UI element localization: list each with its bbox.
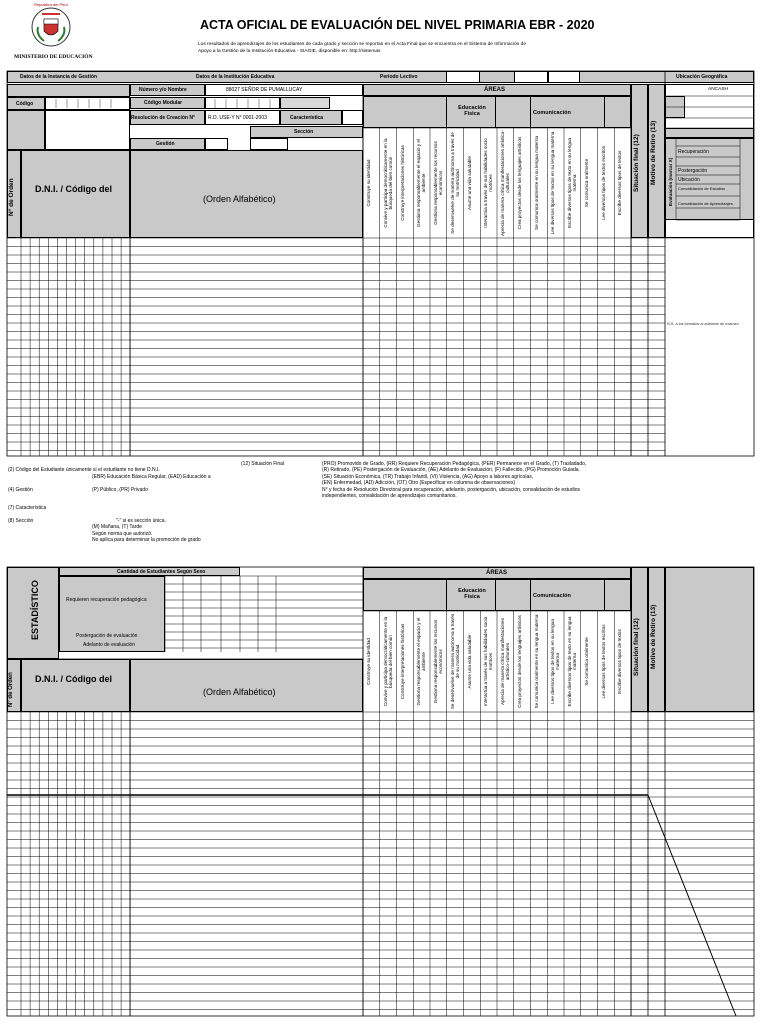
numero-label: Número y/o Nombre [139, 87, 187, 93]
note-12-line-3: (SE) Situación Económica, (TR) Trabajo Infantil, (VI) Violencia, (AG) Apoyo a labores agrícolas, [322, 474, 534, 480]
region-value: ANCASH [708, 87, 728, 92]
note-4-value: (P) Público, (PR) Privado [92, 487, 148, 493]
competency-label: Se comunica oralmente en su lengua materna [533, 614, 539, 709]
side-item-recuperacion: Recuperación [678, 149, 709, 155]
note-8-b: (M) Mañana, (T) Tarde [92, 524, 142, 530]
comunicacion-label-1: Comunicación [533, 110, 571, 116]
seccion-label: Sección [294, 129, 314, 135]
competency-label: Se comunica oralmente en su lengua materna [533, 136, 539, 230]
stats-header: Cantidad de Estudiantes Según Sexo [117, 569, 206, 575]
side-item-postergacion: Postergación [678, 168, 708, 174]
situacion-header-1: Situación final (12) [633, 134, 640, 192]
competency-label: Lee diversos tipos de textos en su lengua materna [550, 619, 561, 704]
dni-header-2: D.N.I. / Código del [35, 674, 112, 684]
areas-title: ÁREAS [484, 87, 506, 93]
note-8-c: Según norma que autorizó. [92, 531, 153, 537]
codigo-label: Código [16, 101, 34, 107]
competency-label: Convive y participa democráticamente en la búsqueda del bien común [382, 616, 393, 707]
competency-label: Escribe diversos tipos de textos [617, 150, 623, 216]
competency-label: Interactúa a través de sus habilidades socio motrices [483, 616, 494, 707]
competency-label: Interactúa a través de sus habilidades socio motrices [483, 138, 494, 228]
edfisica-label-1: Educación Física [458, 105, 486, 117]
codigo-modular-label: Código Modular [144, 100, 183, 106]
competency-label: Se comunica oralmente [583, 158, 589, 208]
ubicacion-label: Ubicación Geográfica [676, 74, 728, 80]
competency-label: Lee diversos tipos de textos en su lengua materna [550, 131, 556, 235]
competency-label: Se desenvuelve de manera autónoma a través de su motricidad [449, 613, 460, 710]
note-4-label: (4) Gestión [8, 487, 33, 493]
side-panel-note: N.S. a los formatos al adelanto de examen [667, 322, 739, 326]
note-12-line-1: (PRO) Promovido de Grado, (RR) Requiere Recuperación Pedagógica, (PER) Permanece en el Grado, (T) Trasladado, [322, 461, 587, 467]
areas-title-2: ÁREAS [486, 570, 508, 576]
note-12-line-6: independientes, convalidación de aprendizajes comunitarios. [322, 493, 457, 499]
diagonal-cancel-line [648, 795, 736, 1016]
note-8-label: (8) Sección [8, 518, 34, 524]
competency-label: Se desenvuelve de manera autónoma a través de su motricidad [449, 132, 460, 234]
periodo-label: Periodo Lectivo [380, 74, 418, 80]
nombre-header-2: (Orden Alfabético) [203, 687, 276, 697]
numero-value: 88027 SEÑOR DE PUMALLUCAY [226, 87, 303, 93]
stats-row-adelanto: Adelanto de evaluación [83, 642, 135, 648]
note-12-label: (12) Situación Final [241, 461, 285, 467]
note-12-line-5: N° y fecha de Resolución Directoral para recuperación, adelanto, postergación, ubicación, convalidación de estudios [322, 487, 580, 493]
note-8-d: No aplica para determinar la promoción de grado [92, 537, 201, 543]
competency-label: Asume una vida saludable [466, 634, 472, 689]
competency-label: Se comunica oralmente [583, 637, 589, 686]
caracteristica-label: Característica [290, 115, 324, 121]
note-3: (EBR) Educación Básica Regular, (EAD) Educación a [92, 474, 211, 480]
competency-label: Asume una vida saludable [466, 156, 472, 210]
edfisica-label-2: Educación Física [458, 588, 486, 600]
dni-header-cell-2 [21, 659, 130, 712]
gestion-label: Gestión [156, 141, 175, 147]
right-gray-2 [665, 567, 754, 712]
competency-label: Escribe diversos tipos de texto en su lengua materna [567, 616, 577, 707]
stats-row-block [59, 576, 165, 652]
subtitle-line2: Apoyo a la Gestión de la Institución Educativa - SIAGIE, disponible en: http://sistemas [198, 49, 381, 54]
competency-label: Gestiona responsablemente el espacio y el ambiente [416, 139, 427, 227]
competency-label: Gestiona responsablemente los recursos económicos [433, 141, 443, 225]
institucion-label: Datos de la Institución Educativa [196, 74, 275, 80]
competency-label: Lee diversos tipos de textos escritos [600, 145, 606, 221]
competency-label: Escribe diversos tipos de texto en su lengua materna [567, 138, 577, 228]
subtitle-line1: Los resultados de aprendizajes de los estudiantes de cada grado y sección se reportan en el Acta Final que se encuentra en el Sistema de Información de [198, 42, 526, 47]
competency-label: Convive y participa democráticamente en la búsqueda del bien común [382, 138, 393, 228]
orden-header-2: N° de Orden [8, 672, 14, 707]
competency-label: Aprecia de manera crítica manifestaciones artístico-culturales [500, 130, 510, 236]
competency-label: Construye su identidad [366, 638, 371, 685]
competency-label: Crea proyectos desde los lenguajes artísticos [516, 615, 522, 708]
note-2: (2) Código del Estudiante únicamente si el estudiante no tiene D.N.I. [8, 467, 160, 473]
stats-row-recuperacion: Requieren recuperación pedagógica [66, 597, 147, 603]
side-item-conv-estudios: Convalidación de Estudios [678, 186, 726, 191]
note-7: (7) Característica [8, 505, 47, 511]
competency-label: Construye su identidad [366, 159, 371, 207]
nombre-header-cell-2 [130, 659, 363, 712]
stats-title: ESTADÍSTICO [30, 580, 40, 640]
competency-label: Construye interpretaciones históricas [399, 623, 405, 700]
note-8-a: "-" si es sección única. [116, 518, 166, 524]
note-12-line-2: (R) Retirado, (PE) Postergación de Evaluación, (AE) Adelanto de Evaluación, (F) Fallecido, (PG) Promoción Guiada. [322, 467, 580, 473]
resolucion-value: R.D. USE-Y N° 0001-2003 [208, 115, 267, 121]
dni-header: D.N.I. / Código del [35, 184, 112, 194]
stats-row-postergacion: Postergación de evaluación [76, 633, 138, 639]
ministry-name: MINISTERIO DE EDUCACIÓN [14, 54, 93, 60]
resolucion-label: Resolución de Creación N° [131, 115, 195, 121]
competency-label: Lee diversos tipos de textos escritos [600, 624, 606, 699]
evaluacion-label: Evaluación (marcar X) [668, 157, 673, 206]
competency-label: Gestiona responsablemente los recursos económicos [433, 619, 443, 704]
document-title: ACTA OFICIAL DE EVALUACIÓN DEL NIVEL PRIMARIA EBR - 2020 [200, 18, 595, 32]
competency-label: Aprecia de manera crítica manifestaciones artístico-culturales [500, 618, 510, 705]
side-item-ubicacion: Ubicación [678, 177, 700, 183]
competency-label: Gestiona responsablemente el espacio y el ambiente [416, 617, 427, 706]
side-item-conv-aprendizajes: Convalidación de Aprendizajes [678, 201, 733, 206]
motivo-header-2: Motivo de Retiro (13) [650, 604, 657, 669]
competency-label: Crea proyectos desde los lenguajes artísticos [516, 136, 522, 230]
comunicacion-label-2: Comunicación [533, 593, 571, 599]
orden-header: N° de Orden [8, 178, 15, 216]
instancia-label: Datos de la Instancia de Gestión [20, 74, 97, 80]
motivo-header-1: Motivo de Retiro (13) [650, 120, 657, 185]
situacion-header-2: Situación final (12) [633, 618, 640, 676]
nombre-header: (Orden Alfabético) [203, 194, 276, 204]
competency-label: Construye interpretaciones históricas [399, 145, 405, 221]
note-12-line-4: (EN) Enfermedad, (AD) Adicción, (OT) Otro (Especificar en columna de observaciones) [322, 480, 516, 486]
competency-label: Escribe diversos tipos de textos [617, 629, 623, 694]
seal-text: República del Perú [34, 2, 68, 7]
